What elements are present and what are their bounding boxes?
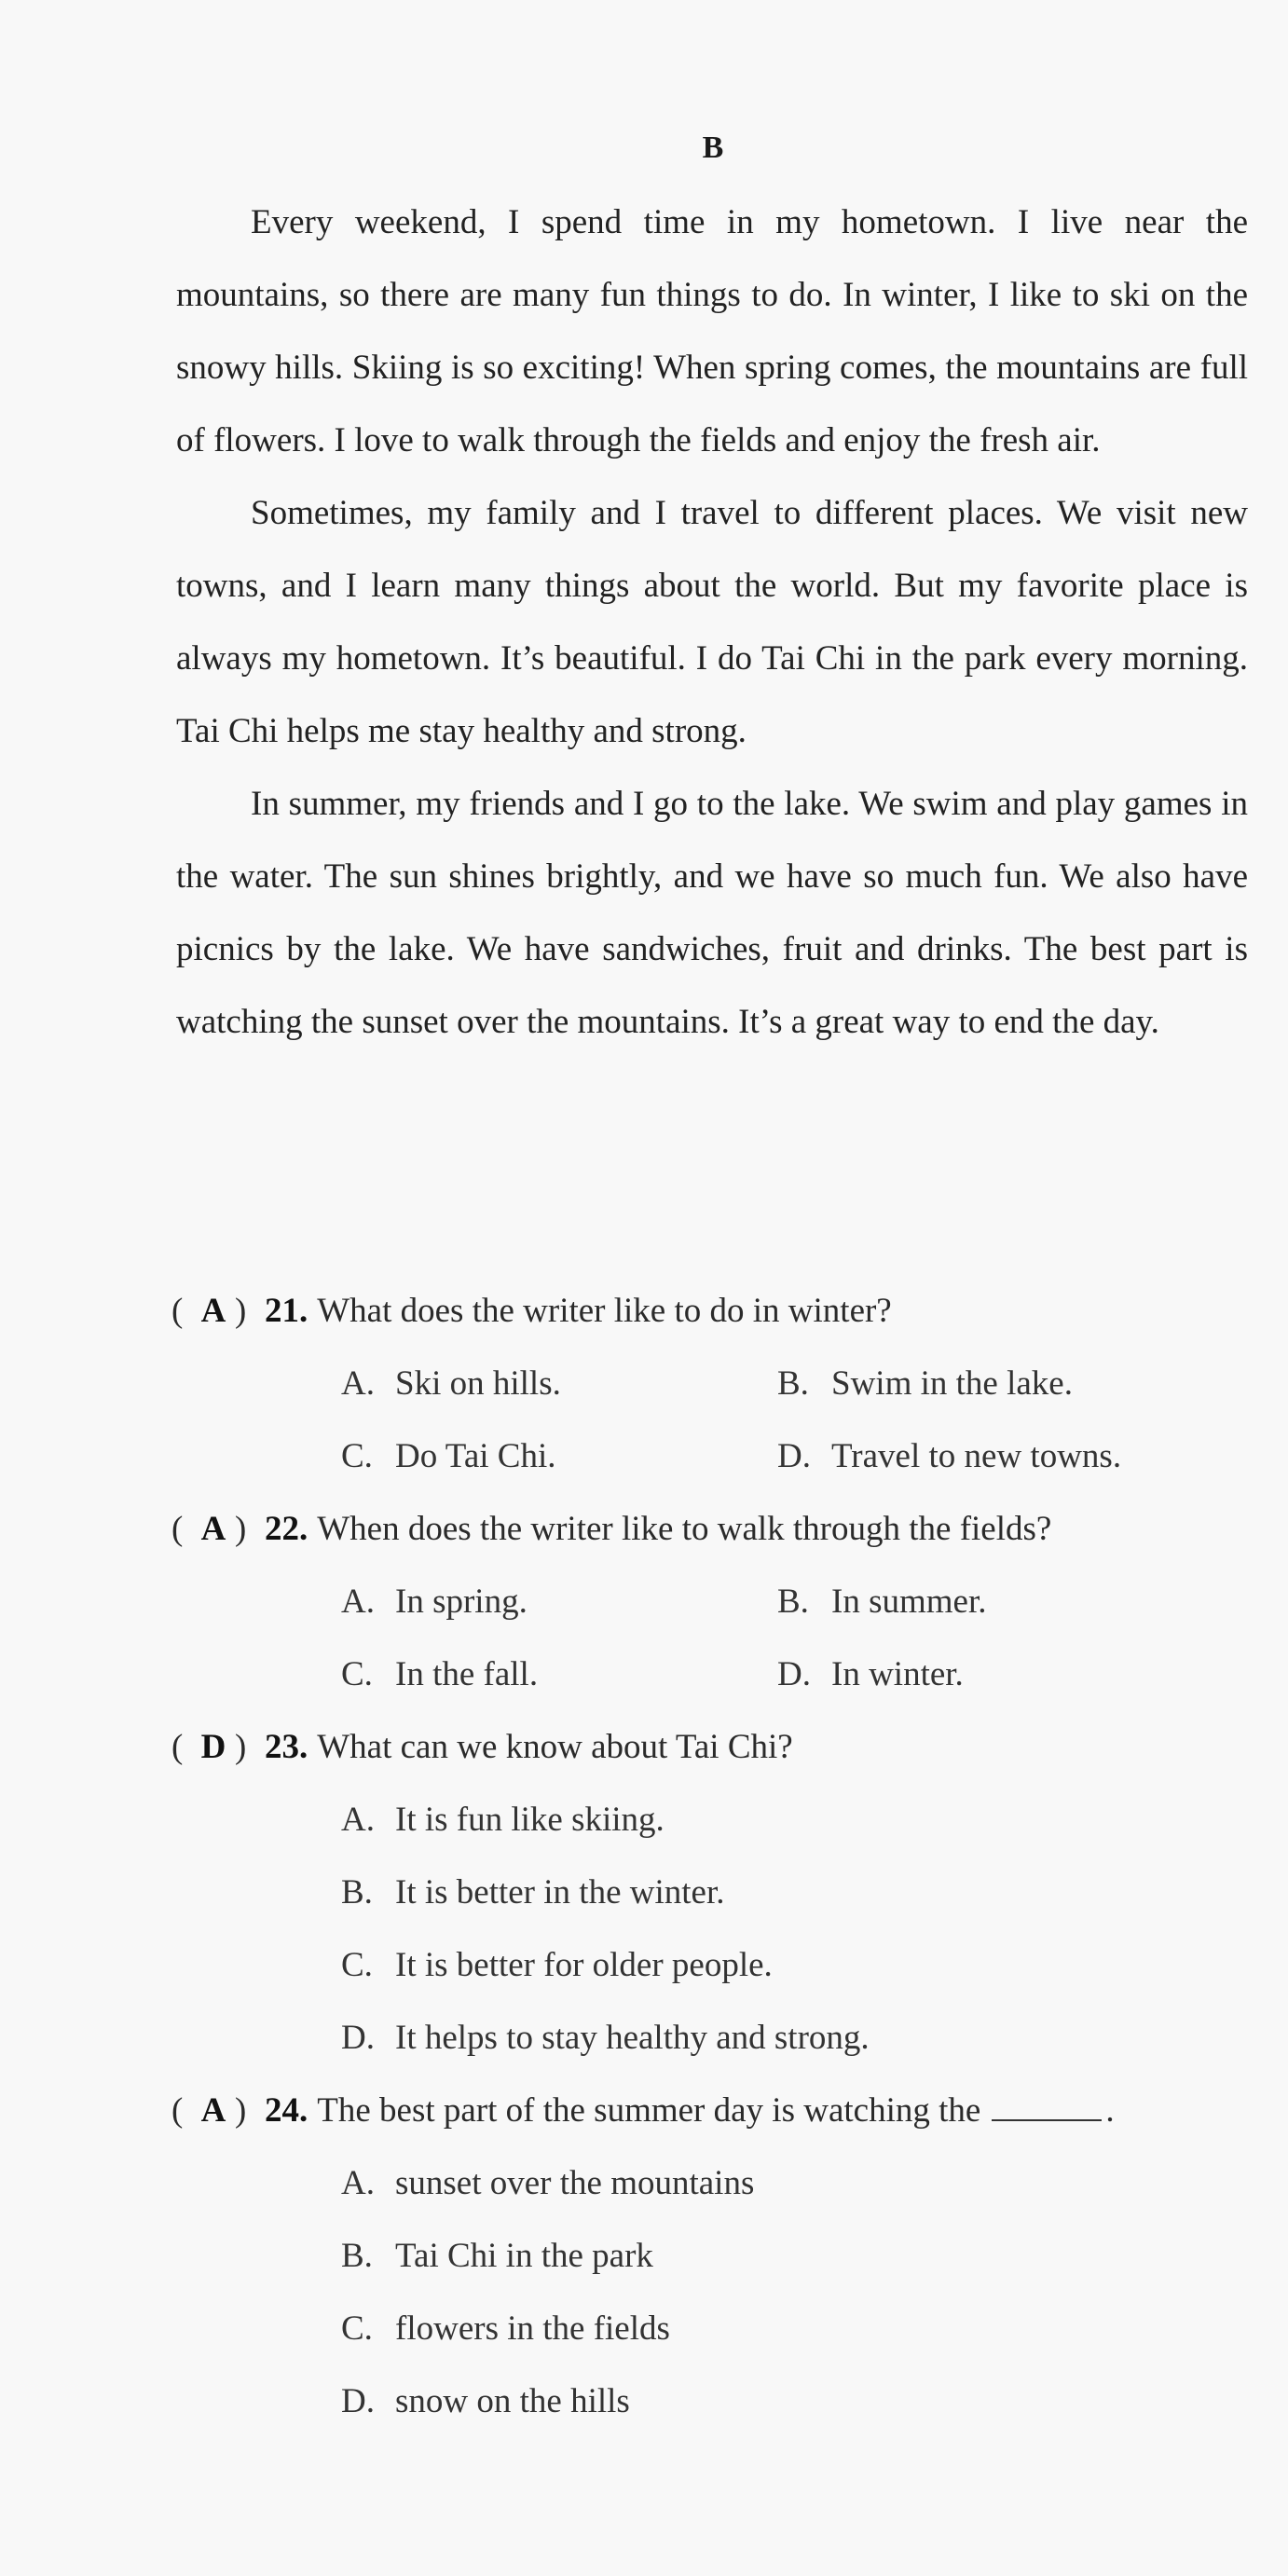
question-number: 23. <box>265 1728 308 1766</box>
answer-paren-open: ( <box>171 1292 184 1330</box>
answer-paren-close: ) <box>235 2091 247 2130</box>
passage-paragraph: In summer, my friends and I go to the lake. We swim and play games in the water. The sun shines brightly, and we have so much fun. We also have picnics by the lake. We have sandwiches, fruit and drinks. The best part is watching the sunset over the mountains. It’s a great way to end the day. <box>176 785 1248 1041</box>
answer-letter: A <box>200 2091 226 2130</box>
answer-paren-close: ) <box>235 1292 247 1330</box>
question-number: 24. <box>265 2091 308 2130</box>
option-letter: B. <box>341 1873 373 1911</box>
stem-period: . <box>1105 2091 1115 2130</box>
option-22-a <box>341 1576 528 1628</box>
option-letter: B. <box>777 1583 809 1621</box>
answer-paren-close: ) <box>235 1728 247 1766</box>
question-stem: The best part of the summer day is watching the <box>317 2091 981 2130</box>
question-stem: When does the writer like to walk through the fields? <box>317 1510 1052 1548</box>
question-stem: What can we know about Tai Chi? <box>317 1728 793 1766</box>
option-letter: A. <box>341 2164 375 2202</box>
answer-paren-open: ( <box>171 2091 184 2130</box>
option-letter: D. <box>341 2382 375 2420</box>
option-text: snow on the hills <box>395 2382 630 2420</box>
option-text: In winter. <box>831 1655 964 1693</box>
option-21-d <box>777 1431 1121 1483</box>
option-letter: A. <box>341 1801 375 1839</box>
option-text: sunset over the mountains <box>395 2164 755 2202</box>
answer-paren-open: ( <box>171 1510 184 1548</box>
option-21-a <box>341 1358 561 1410</box>
option-22-c <box>341 1649 538 1701</box>
answer-letter: A <box>200 1510 226 1548</box>
option-text: Swim in the lake. <box>831 1364 1073 1403</box>
option-letter: B. <box>777 1364 809 1403</box>
question-24 <box>171 2085 1115 2137</box>
option-21-b <box>777 1358 1073 1410</box>
option-letter: B. <box>341 2237 373 2275</box>
passage-paragraph: Every weekend, I spend time in my hometown. I live near the mountains, so there are many fun things to do. In winter, I like to ski on the snowy hills. Skiing is so exciting! When spring comes, the mountains are full of flowers. I love to walk through the fields and enjoy the fresh air. <box>176 203 1248 459</box>
option-text: It is better in the winter. <box>395 1873 725 1911</box>
section-title: B <box>702 130 724 165</box>
answer-blank <box>992 2093 1102 2121</box>
option-text: Do Tai Chi. <box>395 1437 556 1475</box>
answer-paren-close: ) <box>235 1510 247 1548</box>
passage-paragraph: Sometimes, my family and I travel to different places. We visit new towns, and I learn many things about the world. But my favorite place is always my hometown. It’s beautiful. I do Tai Chi in the park every morning. Tai Chi helps me stay healthy and strong. <box>176 494 1248 750</box>
option-23-a <box>341 1794 665 1846</box>
option-text: It is better for older people. <box>395 1946 773 1984</box>
answer-letter: D <box>200 1728 226 1766</box>
option-text: In summer. <box>831 1583 987 1621</box>
option-22-b <box>777 1576 986 1628</box>
option-letter: C. <box>341 1437 373 1475</box>
option-letter: C. <box>341 1946 373 1984</box>
option-letter: C. <box>341 1655 373 1693</box>
option-letter: D. <box>777 1437 811 1475</box>
option-text: In spring. <box>395 1583 528 1621</box>
reading-passage <box>176 186 1248 1059</box>
question-21 <box>171 1285 892 1337</box>
option-24-a <box>341 2158 754 2210</box>
option-text: Travel to new towns. <box>831 1437 1122 1475</box>
option-letter: A. <box>341 1364 375 1403</box>
option-text: In the fall. <box>395 1655 539 1693</box>
question-number: 22. <box>265 1510 308 1548</box>
option-letter: C. <box>341 2309 373 2348</box>
option-24-c <box>341 2303 670 2355</box>
option-23-b <box>341 1867 724 1919</box>
answer-letter: A <box>200 1292 226 1330</box>
option-24-b <box>341 2230 653 2282</box>
option-text: It is fun like skiing. <box>395 1801 665 1839</box>
option-letter: A. <box>341 1583 375 1621</box>
question-number: 21. <box>265 1292 308 1330</box>
option-text: flowers in the fields <box>395 2309 670 2348</box>
option-23-d <box>341 2012 870 2064</box>
question-23 <box>171 1721 793 1774</box>
question-stem: What does the writer like to do in winter? <box>317 1292 892 1330</box>
option-23-c <box>341 1939 773 1992</box>
answer-paren-open: ( <box>171 1728 184 1766</box>
option-text: It helps to stay healthy and strong. <box>395 2019 870 2057</box>
option-22-d <box>777 1649 964 1701</box>
option-21-c <box>341 1431 555 1483</box>
option-text: Tai Chi in the park <box>395 2237 653 2275</box>
option-text: Ski on hills. <box>395 1364 561 1403</box>
option-24-d <box>341 2376 630 2428</box>
question-22 <box>171 1503 1051 1555</box>
option-letter: D. <box>777 1655 811 1693</box>
option-letter: D. <box>341 2019 375 2057</box>
